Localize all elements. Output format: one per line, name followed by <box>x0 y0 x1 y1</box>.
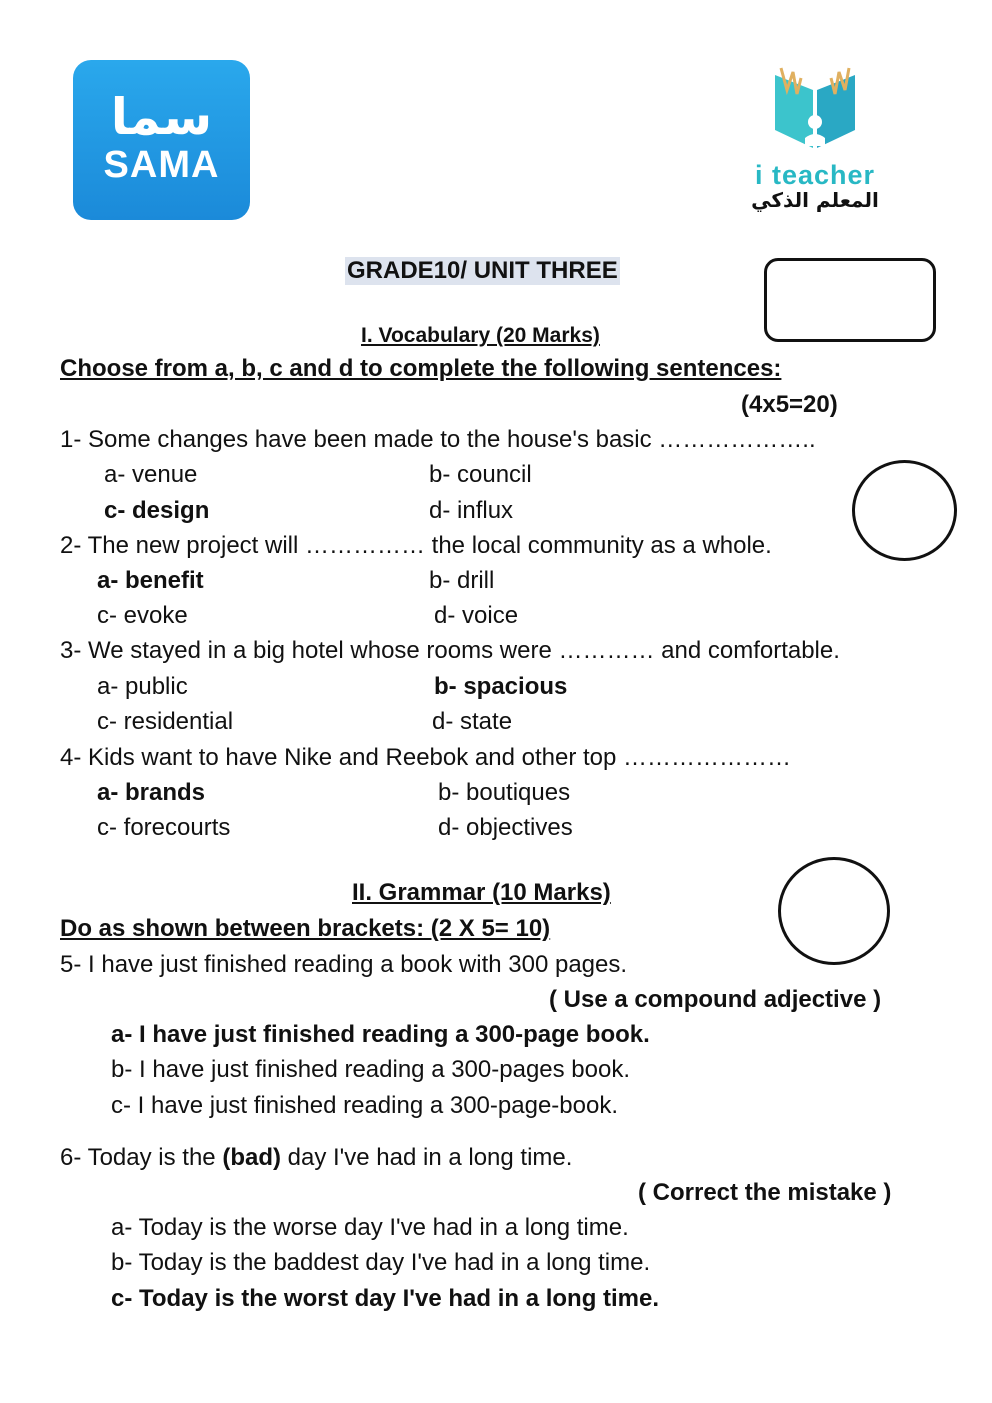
q5-hint: ( Use a compound adjective ) <box>549 986 882 1013</box>
q2-option-d: d- voice <box>434 602 519 629</box>
vocab-instruction: Choose from a, b, c and d to complete the following sentences: <box>60 355 782 382</box>
question-2-stem: 2- The new project will …………… the local community as a whole. <box>60 532 772 559</box>
q3-option-d: d- state <box>432 708 513 735</box>
q6-option-c-answer: c- Today is the worst day I've had in a long time. <box>111 1285 660 1312</box>
q2-option-c: c- evoke <box>97 602 188 629</box>
q4-option-c: c- forecourts <box>97 814 231 841</box>
grammar-instruction: Do as shown between brackets: (2 X 5= 10) <box>60 915 551 942</box>
q4-option-b: b- boutiques <box>438 779 571 806</box>
q4-option-d: d- objectives <box>438 814 573 841</box>
q6-stem-word: (bad) <box>222 1144 281 1171</box>
sama-logo <box>73 60 250 220</box>
sama-logo-latin: SAMA <box>103 144 220 186</box>
q5-option-b: b- I have just finished reading a 300-pages book. <box>111 1056 631 1083</box>
iteacher-logo-latin: i teacher <box>754 160 876 190</box>
q6-stem-post: day I've had in a long time. <box>280 1144 573 1171</box>
question-3-stem: 3- We stayed in a big hotel whose rooms were ………… and comfortable. <box>60 637 840 664</box>
grammar-heading: II. Grammar (10 Marks) <box>352 879 611 906</box>
q1-option-c-answer: c- design <box>104 497 210 524</box>
iteacher-logo-arabic: المعلم الذكي <box>751 188 879 212</box>
vocab-heading: I. Vocabulary (20 Marks) <box>361 324 600 347</box>
q5-option-c: c- I have just finished reading a 300-page-book. <box>111 1092 618 1119</box>
vocab-marks: (4x5=20) <box>741 391 838 418</box>
sama-logo-arabic: سما <box>110 88 213 146</box>
grammar-score-circle <box>778 857 890 965</box>
score-circle <box>852 460 957 561</box>
q6-option-a: a- Today is the worse day I've had in a long time. <box>111 1214 629 1241</box>
page-title: GRADE10/ UNIT THREE <box>347 257 618 284</box>
q3-option-a: a- public <box>97 673 188 700</box>
q1-option-b: b- council <box>429 461 532 488</box>
iteacher-logo <box>735 60 895 220</box>
q1-option-d: d- influx <box>429 497 514 524</box>
q2-option-b: b- drill <box>429 567 495 594</box>
question-1-stem: 1- Some changes have been made to the house's basic ……………….. <box>60 426 816 453</box>
q5-option-a-answer: a- I have just finished reading a 300-page book. <box>111 1021 650 1048</box>
q4-option-a-answer: a- brands <box>97 779 206 806</box>
q2-option-a-answer: a- benefit <box>97 567 204 594</box>
q1-option-a: a- venue <box>104 461 198 488</box>
question-6-stem <box>60 1144 572 1172</box>
q3-option-b-answer: b- spacious <box>434 673 568 700</box>
q6-option-b: b- Today is the baddest day I've had in a long time. <box>111 1249 651 1276</box>
score-box <box>764 258 936 342</box>
q6-stem-pre: 6- Today is the <box>60 1144 223 1171</box>
question-5-stem: 5- I have just finished reading a book with 300 pages. <box>60 951 628 978</box>
q6-hint: ( Correct the mistake ) <box>638 1179 892 1206</box>
q3-option-c: c- residential <box>97 708 234 735</box>
book-emblem-icon <box>735 60 895 160</box>
question-4-stem: 4- Kids want to have Nike and Reebok and other top ………………… <box>60 744 792 771</box>
